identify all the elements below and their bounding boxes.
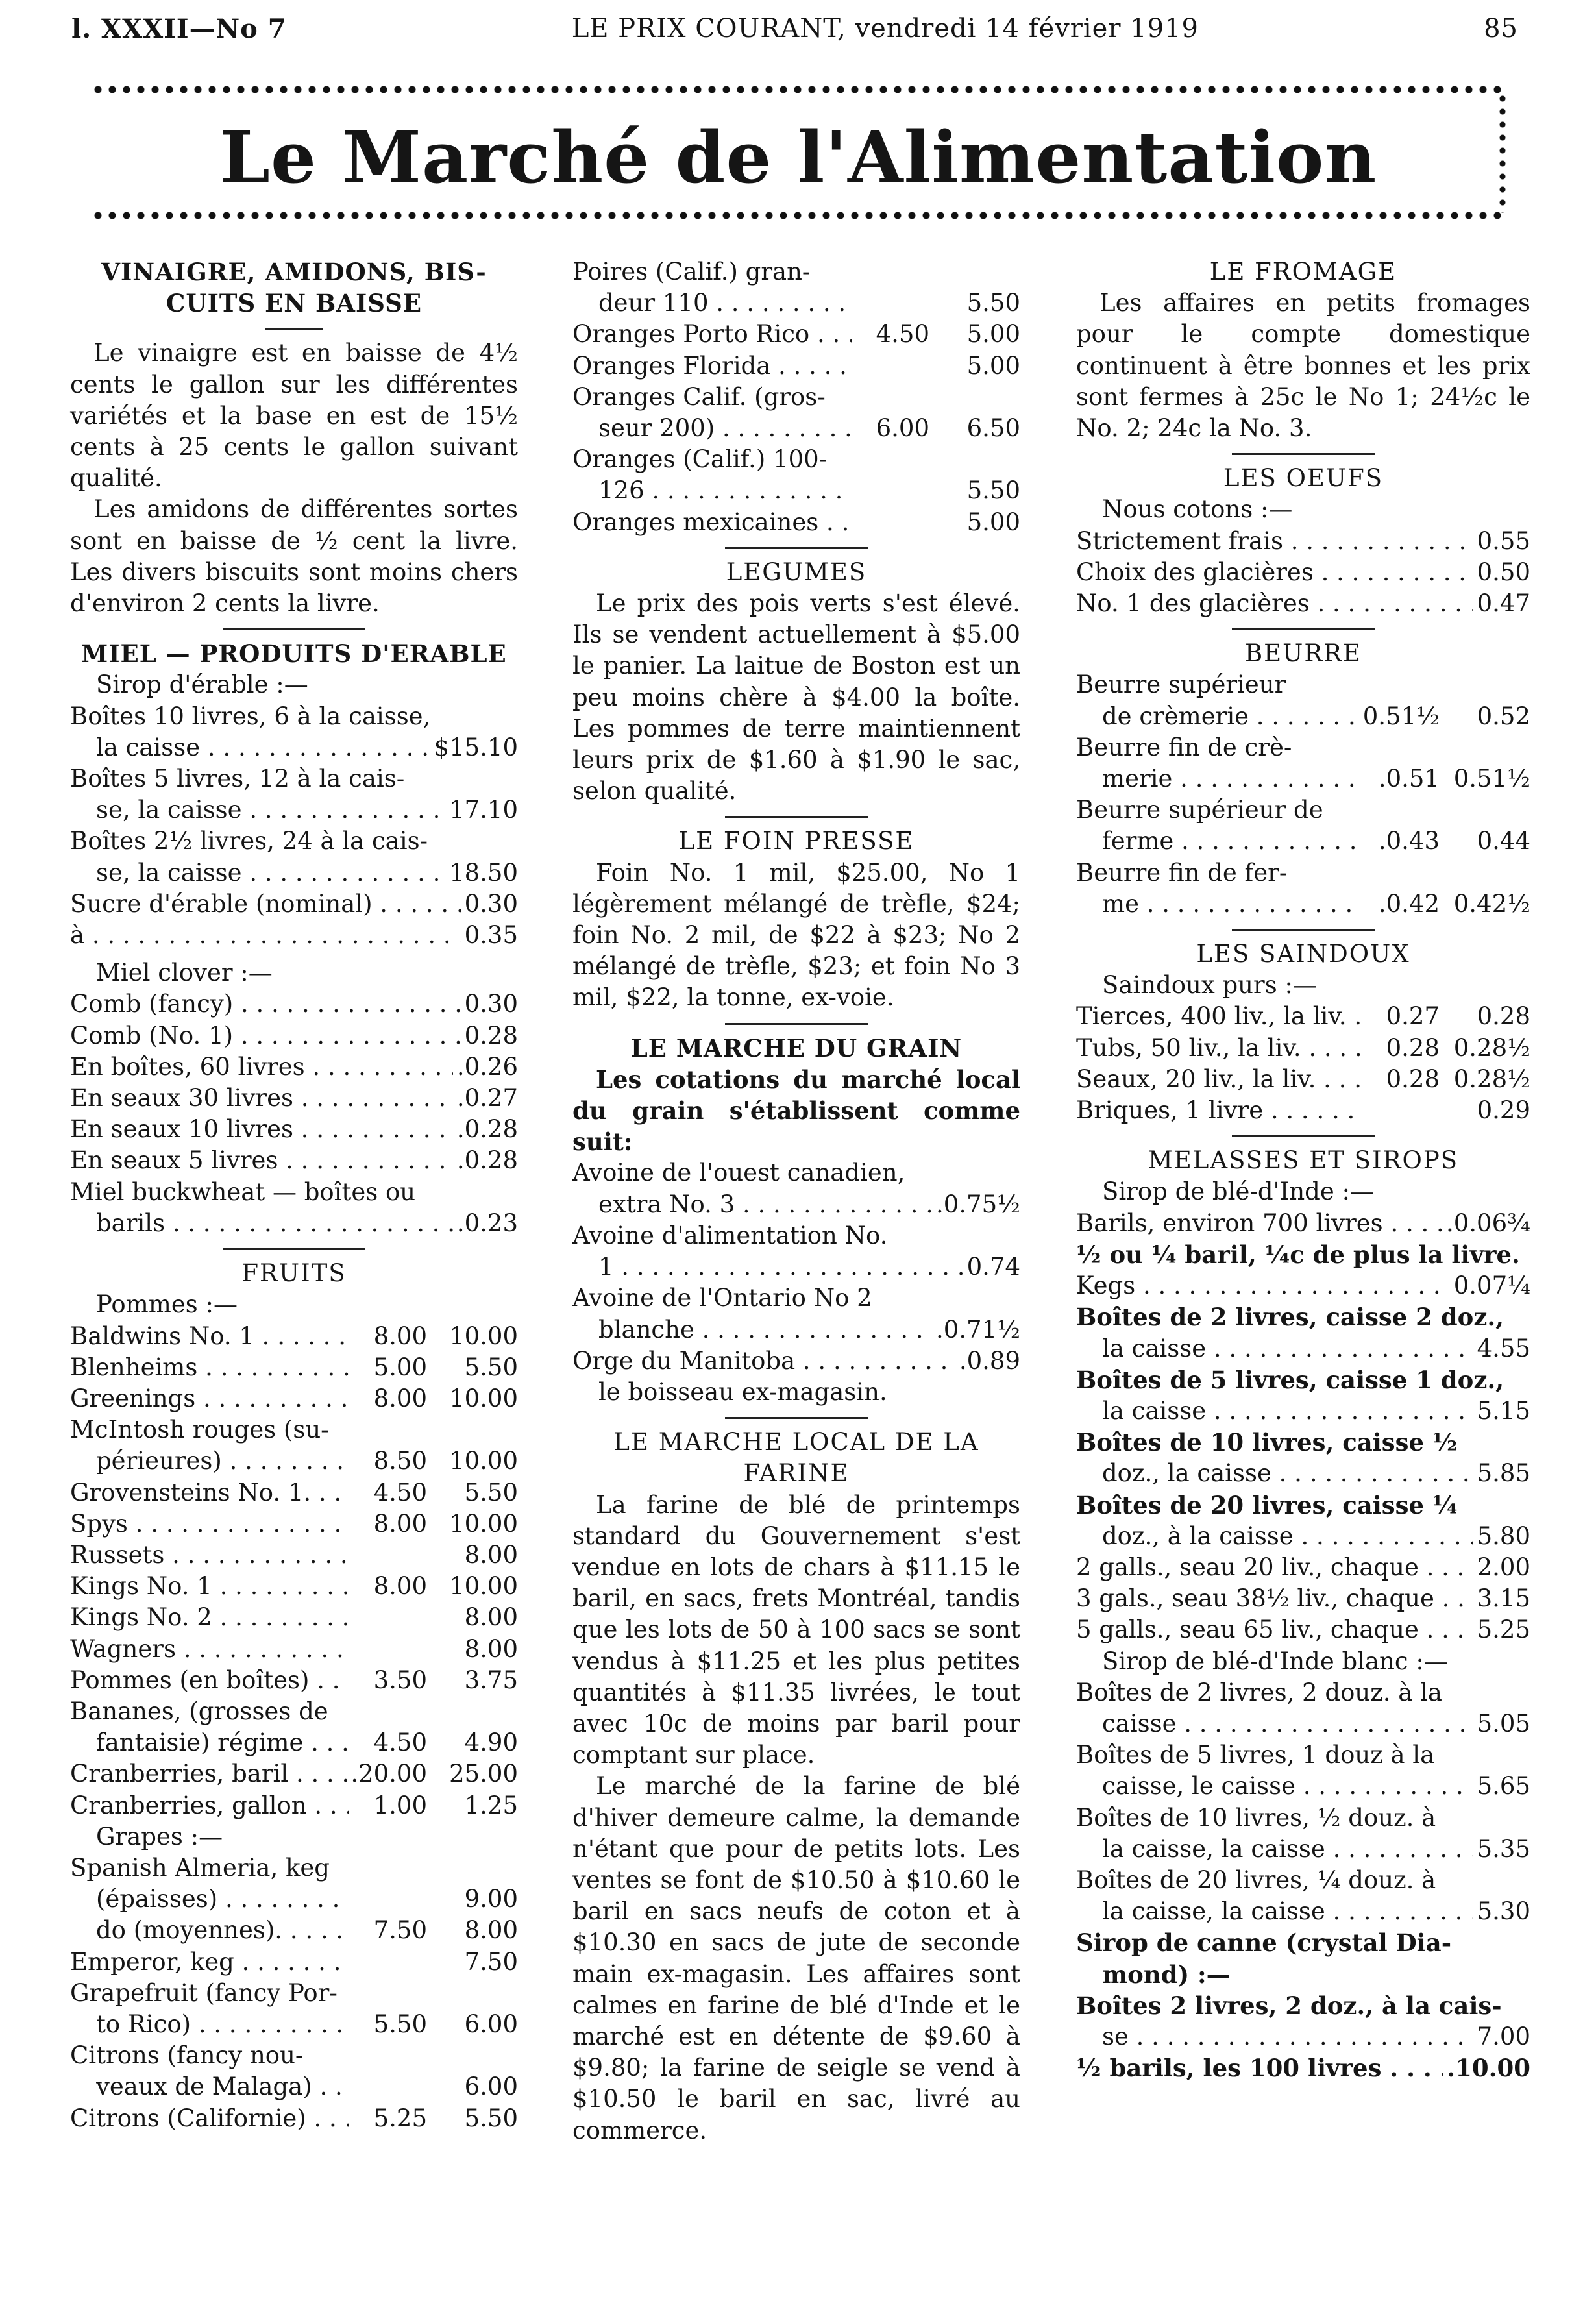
list-item: Boîtes de 5 livres, caisse 1 doz., bbox=[1076, 1365, 1504, 1394]
price-row: Baldwins No. 1 . . . 8.00 10.00 bbox=[70, 1321, 518, 1352]
price-row: Seaux, 20 liv., la liv. . . . 0.28 0.28½ bbox=[1076, 1064, 1530, 1095]
section-heading-farine: LE MARCHE LOCAL DE LA FARINE bbox=[613, 1428, 979, 1488]
column-1 bbox=[70, 256, 518, 2134]
section-heading-grain: LE MARCHE DU GRAIN bbox=[630, 1033, 963, 1063]
price-row: doz., à la caisse . . . 5.80 bbox=[1076, 1521, 1530, 1552]
section-heading-oeufs: LES OEUFS bbox=[1223, 464, 1384, 493]
price-row: Emperor, keg . . . 7.50 bbox=[70, 1947, 518, 1978]
price-row: Comb (fancy) . . . 0.30 bbox=[70, 989, 518, 1020]
list-item: Avoine de l'ouest canadien, bbox=[572, 1159, 905, 1187]
list-item: Sirop de canne (crystal Dia- bbox=[1076, 1928, 1452, 1958]
price-row: merie . . . .0.51 0.51½ bbox=[1076, 763, 1530, 794]
clover-label: Miel clover :— bbox=[96, 959, 273, 987]
price-row: Blenheims . . . 5.00 5.50 bbox=[70, 1352, 518, 1383]
list-item: Poires (Calif.) gran- bbox=[572, 258, 811, 286]
list-item: Boîtes 2½ livres, 24 à la cais- bbox=[70, 827, 428, 855]
divider bbox=[1232, 929, 1375, 931]
price-row: seur 200) . . . 6.00 6.50 bbox=[572, 413, 1020, 444]
price-row: Greenings . . . 8.00 10.00 bbox=[70, 1383, 518, 1414]
farine-paragraph-2: Le marché de la farine de blé d'hiver demeure calme, la demande n'étant que pour de petits lots. Les ventes se font de $10.50 à $10.60 le baril en sacs neufs de coton et à $10.30 en sacs de jute de seconde main ex-magasin. Les affaires sont calmes en farine de blé d'Inde et le marché est en détente de $9.60 à $9.80; la farine de seigle se vend à $10.50 le baril en sac, livré au commerce. bbox=[572, 1772, 1020, 2145]
list-item: Citrons (fancy nou- bbox=[70, 2041, 304, 2070]
legumes-paragraph: Le prix des pois verts s'est élevé. Ils se vendent actuellement à $5.00 le panier. La laitue de Boston est un peu moins chère à $4.00 la boîte. Les pommes de terre maintiennent leurs prix de $1.60 à $1.90 le sac, selon qualité. bbox=[572, 589, 1020, 806]
price-row: deur 110 . . . 5.50 bbox=[572, 288, 1020, 319]
farine-paragraph-1: La farine de blé de printemps standard du Gouvernement s'est vendue en lots de chars à $11.15 le baril, en sacs, frets Montréal, tandis que les lots de 50 à 100 sacs se sont vendus à $11.25 et les plus petites quantités à $11.35 livrées, le tout avec 10c de moins par baril pour comptant sur place. bbox=[572, 1490, 1020, 1769]
price-row: En seaux 5 livres . . . .0.28 bbox=[70, 1145, 518, 1176]
list-item: Boîtes 10 livres, 6 à la caisse, bbox=[70, 702, 431, 730]
price-row: se . . . 7.00 bbox=[1076, 2021, 1530, 2052]
title-banner bbox=[91, 84, 1506, 221]
divider bbox=[265, 328, 323, 330]
price-row: No. 1 des glacières . . . 0.47 bbox=[1076, 588, 1530, 619]
dotted-border-bottom bbox=[91, 210, 1506, 221]
price-row: Cranberries, baril . . . .20.00 25.00 bbox=[70, 1758, 518, 1790]
price-row: caisse . . . 5.05 bbox=[1076, 1708, 1530, 1740]
divider bbox=[223, 1248, 365, 1250]
price-row: Kings No. 2 . . . 8.00 bbox=[70, 1602, 518, 1633]
price-row: Kings No. 1 . . . 8.00 10.00 bbox=[70, 1571, 518, 1602]
amidons-paragraph: Les amidons de différentes sortes sont en baisse de ½ cent la livre. Les divers biscuits sont moins chers d'environ 2 cents la livre. bbox=[70, 495, 518, 618]
divider bbox=[1232, 628, 1375, 630]
price-row: se, la caisse . . . 18.50 bbox=[70, 857, 518, 889]
price-row: Sucre d'érable (nominal) . . . 0.30 bbox=[70, 889, 518, 920]
price-row: Russets . . . 8.00 bbox=[70, 1540, 518, 1571]
price-row: do (moyennes). . . . 7.50 8.00 bbox=[70, 1915, 518, 1946]
price-row: Tubs, 50 liv., la liv. . . . 0.28 0.28½ bbox=[1076, 1033, 1530, 1064]
price-row: 2 galls., seau 20 liv., chaque . . . 2.00 bbox=[1076, 1552, 1530, 1583]
price-row: Orge du Manitoba . . . .0.89 bbox=[572, 1346, 1020, 1377]
price-row: Oranges Florida . . . 5.00 bbox=[572, 351, 1020, 382]
grain-intro: Les cotations du marché local du grain s'établissent comme suit: bbox=[572, 1064, 1020, 1157]
price-row: Grovensteins No. 1. . . . 4.50 5.50 bbox=[70, 1477, 518, 1508]
divider bbox=[725, 1417, 868, 1419]
divider bbox=[223, 628, 365, 630]
price-row: 1 . . . 0.74 bbox=[572, 1251, 1020, 1283]
price-row: ½ barils, les 100 livres . . . .10.00 bbox=[1076, 2052, 1530, 2084]
divider bbox=[1232, 453, 1375, 455]
list-item: Miel buckwheat — boîtes ou bbox=[70, 1177, 416, 1206]
price-row: En boîtes, 60 livres . . . .0.26 bbox=[70, 1052, 518, 1083]
price-row: En seaux 10 livres . . . .0.28 bbox=[70, 1114, 518, 1145]
price-row: barils . . . .0.23 bbox=[70, 1208, 518, 1239]
price-row: Citrons (Californie) . . . 5.25 5.50 bbox=[70, 2103, 518, 2134]
price-row: Briques, 1 livre . . . 0.29 bbox=[1076, 1095, 1530, 1126]
divider bbox=[725, 816, 868, 818]
section-heading-vinaigre: VINAIGRE, AMIDONS, BIS-CUITS EN BAISSE bbox=[101, 258, 487, 318]
section-heading-miel: MIEL — PRODUITS D'ERABLE bbox=[81, 639, 507, 669]
dotted-border-top bbox=[91, 84, 1506, 95]
column-2 bbox=[572, 256, 1020, 2147]
price-row: veaux de Malaga) . . . 6.00 bbox=[70, 2071, 518, 2102]
price-row: de crèmerie . . . 0.51½ 0.52 bbox=[1076, 701, 1530, 732]
list-item: Boîtes de 2 livres, caisse 2 doz., bbox=[1076, 1303, 1504, 1332]
price-row: Spys . . . 8.00 10.00 bbox=[70, 1508, 518, 1540]
price-row: Strictement frais . . . 0.55 bbox=[1076, 526, 1530, 557]
list-item: Boîtes de 20 livres, ¼ douz. à bbox=[1076, 1865, 1436, 1894]
price-row: Pommes (en boîtes) . . . 3.50 3.75 bbox=[70, 1665, 518, 1696]
section-heading-legumes: LEGUMES bbox=[726, 558, 867, 586]
list-item: Spanish Almeria, keg bbox=[70, 1853, 330, 1882]
sirop-ble-label: Sirop de blé-d'Inde :— bbox=[1102, 1177, 1374, 1206]
list-item: Boîtes 2 livres, 2 doz., à la cais- bbox=[1076, 1991, 1502, 2020]
volume-number: l. XXXII—No 7 bbox=[71, 13, 287, 44]
price-row: Comb (No. 1) . . . 0.28 bbox=[70, 1020, 518, 1052]
list-item: Boîtes de 10 livres, caisse ½ bbox=[1076, 1428, 1458, 1457]
fromage-paragraph: Les affaires en petits fromages pour le compte domestique continuent à être bonnes et les prix sont fermes à 25c le No 1; 24½c le No. 2; 24c la No. 3. bbox=[1076, 289, 1530, 443]
list-item: Avoine de l'Ontario No 2 bbox=[572, 1284, 872, 1312]
list-item: Beurre fin de fer- bbox=[1076, 858, 1288, 887]
list-item: Boîtes de 5 livres, 1 douz à la bbox=[1076, 1741, 1435, 1769]
sirop-blanc-label: Sirop de blé-d'Inde blanc :— bbox=[1102, 1647, 1448, 1675]
price-row: (épaisses) . . . 9.00 bbox=[70, 1884, 518, 1915]
section-heading-beurre: BEURRE bbox=[1244, 639, 1362, 668]
list-item: mond) :— bbox=[1102, 1960, 1231, 1989]
price-row: à . . . 0.35 bbox=[70, 920, 518, 951]
price-row: doz., la caisse . . . 5.85 bbox=[1076, 1458, 1530, 1489]
pommes-label: Pommes :— bbox=[96, 1290, 238, 1319]
foin-paragraph: Foin No. 1 mil, $25.00, No 1 légèrement mélangé de trèfle, $24; foin No. 2 mil, de $22 à $23; No 2 mélangé de trèfle, $23; et foin No 3 mil, $22, la tonne, ex-voie. bbox=[572, 858, 1020, 1012]
saindoux-label: Saindoux purs :— bbox=[1102, 971, 1317, 1000]
list-item: Beurre fin de crè- bbox=[1076, 733, 1292, 761]
price-row: 5 galls., seau 65 liv., chaque . . . 5.25 bbox=[1076, 1614, 1530, 1645]
list-item: Oranges (Calif.) 100- bbox=[572, 445, 828, 474]
section-heading-melasses: MELASSES ET SIROPS bbox=[1148, 1146, 1459, 1175]
section-heading-fruits: FRUITS bbox=[241, 1259, 347, 1288]
price-row: la caisse . . . 4.55 bbox=[1076, 1333, 1530, 1364]
grain-note: le boisseau ex-magasin. bbox=[598, 1377, 887, 1406]
section-heading-foin: LE FOIN PRESSE bbox=[678, 827, 915, 855]
oeufs-label: Nous cotons :— bbox=[1102, 495, 1293, 524]
price-row: la caisse, la caisse . . . 5.35 bbox=[1076, 1834, 1530, 1865]
divider bbox=[725, 547, 868, 549]
list-item: Beurre supérieur bbox=[1076, 671, 1286, 699]
price-row: Oranges Porto Rico . . . 4.50 5.00 bbox=[572, 319, 1020, 350]
price-row: 3 gals., seau 38½ liv., chaque . . . 3.15 bbox=[1076, 1583, 1530, 1614]
divider bbox=[725, 1023, 868, 1025]
list-item: McIntosh rouges (su- bbox=[70, 1416, 329, 1444]
price-row: la caisse, la caisse . . . 5.30 bbox=[1076, 1896, 1530, 1927]
list-item: Avoine d'alimentation No. bbox=[572, 1221, 888, 1249]
page-number: 85 bbox=[1484, 14, 1518, 43]
list-item: Beurre supérieur de bbox=[1076, 796, 1323, 824]
price-row: 126 . . . 5.50 bbox=[572, 475, 1020, 506]
price-row: Wagners . . . 8.00 bbox=[70, 1634, 518, 1665]
running-header bbox=[71, 9, 1518, 48]
price-row: périeures) . . . 8.50 10.00 bbox=[70, 1446, 518, 1477]
price-row: fantaisie) régime . . . 4.50 4.90 bbox=[70, 1727, 518, 1758]
divider bbox=[1232, 1135, 1375, 1137]
journal-line: LE PRIX COURANT, vendredi 14 février 1919 bbox=[571, 14, 1199, 43]
price-row: Choix des glacières . . . 0.50 bbox=[1076, 557, 1530, 588]
price-row: En seaux 30 livres . . . .0.27 bbox=[70, 1083, 518, 1114]
price-row: extra No. 3 . . . .0.75½ bbox=[572, 1189, 1020, 1220]
price-row: caisse, le caisse . . . 5.65 bbox=[1076, 1771, 1530, 1802]
list-item: Boîtes de 20 livres, caisse ¼ bbox=[1076, 1490, 1458, 1520]
list-item: Bananes, (grosses de bbox=[70, 1697, 328, 1725]
page-title: Le Marché de l'Alimentation bbox=[219, 116, 1377, 199]
section-heading-fromage: LE FROMAGE bbox=[1209, 258, 1397, 286]
price-row: blanche . . . .0.71½ bbox=[572, 1314, 1020, 1346]
list-item: ½ ou ¼ baril, ¼c de plus la livre. bbox=[1076, 1240, 1520, 1269]
sirop-label: Sirop d'érable :— bbox=[96, 671, 308, 699]
price-row: se, la caisse . . . 17.10 bbox=[70, 794, 518, 826]
price-row: ferme . . . .0.43 0.44 bbox=[1076, 826, 1530, 857]
price-row: Kegs . . . 0.07¼ bbox=[1076, 1270, 1530, 1301]
price-row: Cranberries, gallon . . . 1.00 1.25 bbox=[70, 1790, 518, 1821]
list-item: Oranges Calif. (gros- bbox=[572, 382, 826, 411]
grapes-label: Grapes :— bbox=[96, 1822, 223, 1851]
price-row: Oranges mexicaines . . . 5.00 bbox=[572, 507, 1020, 538]
column-3 bbox=[1076, 256, 1530, 2084]
price-row: Barils, environ 700 livres . . . .0.06¾ bbox=[1076, 1208, 1530, 1239]
list-item: Boîtes 5 livres, 12 à la cais- bbox=[70, 765, 405, 793]
section-heading-saindoux: LES SAINDOUX bbox=[1196, 940, 1410, 968]
price-row: Tierces, 400 liv., la liv. . . . 0.27 0.28 bbox=[1076, 1001, 1530, 1032]
list-item: Boîtes de 2 livres, 2 douz. à la bbox=[1076, 1678, 1442, 1706]
price-row: to Rico) . . . 5.50 6.00 bbox=[70, 2009, 518, 2040]
price-row: la caisse . . . $15.10 bbox=[70, 732, 518, 763]
price-row: la caisse . . . 5.15 bbox=[1076, 1396, 1530, 1427]
price-row: me . . . .0.42 0.42½ bbox=[1076, 889, 1530, 920]
vinaigre-paragraph: Le vinaigre est en baisse de 4½ cents le gallon sur les différentes variétés et la base en est de 15½ cents à 25 cents le gallon suivant qualité. bbox=[70, 339, 518, 493]
list-item: Boîtes de 10 livres, ½ douz. à bbox=[1076, 1803, 1436, 1832]
list-item: Grapefruit (fancy Por- bbox=[70, 1978, 338, 2007]
